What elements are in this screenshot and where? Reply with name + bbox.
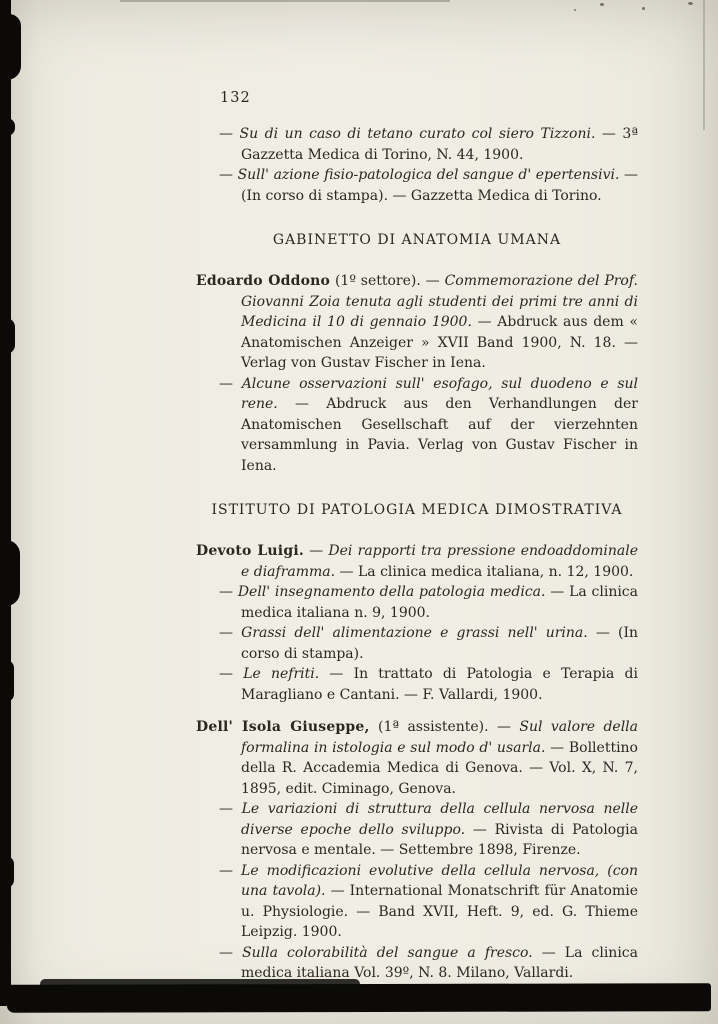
page-content xyxy=(196,90,638,984)
text-segment: Grassi dell' alimentazione e grassi nell' urina. xyxy=(241,625,588,641)
text-segment: Sull' azione fisio-patologica del sangue d' epertensivi. xyxy=(237,167,620,183)
bibliography-entry xyxy=(196,799,638,861)
text-segment: Devoto Luigi. xyxy=(196,543,304,559)
entry-group xyxy=(196,717,638,984)
section-heading: ISTITUTO DI PATOLOGIA MEDICA DIMOSTRATIVA xyxy=(211,502,623,518)
text-segment: — xyxy=(219,126,240,142)
bibliography-entry xyxy=(196,165,638,206)
text-segment: — xyxy=(219,862,242,879)
text-segment: Commemorazione del Prof. Giovanni Zoia tenuta agli studenti dei primi tre anni di Medicina il 10 di gennaio 1900. xyxy=(241,273,638,330)
scan-speck xyxy=(688,2,693,5)
text-segment: — xyxy=(219,666,244,682)
text-segment: — (In corso di stampa). — Gazzetta Medica di Torino. xyxy=(241,167,638,204)
bibliography-entry xyxy=(196,374,638,477)
entry-group xyxy=(196,124,638,206)
text-segment: — xyxy=(219,625,242,641)
text-segment: — Abdruck aus dem « Anatomischen Anzeiger » XVII Band 1900, N. 18. — Verlag von Gustav Fischer in Iena. xyxy=(241,314,638,371)
text-segment: — La clinica medica italiana Vol. 39º, N. 8. Milano, Vallardi. xyxy=(241,944,638,981)
text-segment: — xyxy=(219,944,243,961)
text-segment: — xyxy=(219,801,242,817)
text-segment: — xyxy=(219,584,238,600)
text-segment: — In trattato di Patologia e Terapia di Maragliano e Cantani. — F. Vallardi, 1900. xyxy=(241,666,638,703)
entry-group xyxy=(196,541,638,705)
bibliography-blocks xyxy=(196,124,638,984)
text-segment: Sul valore della formalina in istologia e sul modo d' usarla. xyxy=(241,719,638,756)
bibliography-entry xyxy=(196,582,638,623)
text-segment: Alcune osservazioni sull' esofago, sul duodeno e sul rene. xyxy=(241,375,638,412)
text-segment: Sulla colorabilità del sangue a fresco. xyxy=(242,944,533,961)
scan-speck xyxy=(600,3,604,6)
text-segment: Dell' Isola Giuseppe, xyxy=(196,719,370,735)
text-segment: Le variazioni di struttura della cellula nervosa nelle diverse epoche dello sviluppo. xyxy=(241,801,638,838)
text-segment: Le nefriti. xyxy=(243,666,320,682)
section-heading: GABINETTO DI ANATOMIA UMANA xyxy=(272,232,562,248)
text-segment: — La clinica medica italiana, n. 12, 1900. xyxy=(335,563,634,580)
text-segment: — Bollettino della R. Accademia Medica di Genova. — Vol. X, N. 7, 1895, edit. Ciminago, Genova. xyxy=(241,739,638,797)
page-number: 132 xyxy=(220,90,251,106)
bibliography-entry-author xyxy=(196,717,638,799)
text-segment: — xyxy=(219,167,238,183)
text-segment: — La clinica medica italiana n. 9, 1900. xyxy=(241,584,638,621)
text-segment: Dell' insegnamento della patologia medica. xyxy=(237,584,546,600)
text-segment: Dei rapporti tra pressione endoaddominale e diaframma. xyxy=(241,543,638,580)
text-segment: — 3ª Gazzetta Medica di Torino, N. 44, 1900. xyxy=(241,126,638,163)
bibliography-entry-author xyxy=(196,541,638,582)
scan-speck xyxy=(574,9,576,11)
scan-edge-left-blotch xyxy=(0,540,20,606)
text-segment: Le modificazioni evolutive della cellula nervosa, (con una tavola). xyxy=(241,862,638,899)
bibliography-entry xyxy=(196,623,638,664)
text-segment: Edoardo Oddono xyxy=(196,273,331,289)
entry-group xyxy=(196,271,638,476)
scan-edge-left-blotch xyxy=(0,660,14,702)
bibliography-entry xyxy=(196,943,638,984)
scan-edge-left-blotch xyxy=(0,118,15,136)
scan-edge-left-blotch xyxy=(0,14,21,80)
text-segment: — International Monatschrift für Anatomie u. Physiologie. — Band XVII, Heft. 9, ed. G. Thieme Leipzig. 1900. xyxy=(241,883,638,940)
bibliography-entry xyxy=(196,124,638,165)
bibliography-entry xyxy=(196,664,638,705)
scan-edge-left-blotch xyxy=(0,856,14,888)
text-segment: (1º settore). — xyxy=(330,273,445,289)
scan-edge-left-blotch xyxy=(0,318,15,354)
scan-speck xyxy=(642,7,645,10)
text-segment: — xyxy=(303,543,329,559)
scan-top-hairline xyxy=(120,0,450,2)
text-segment: — Abdruck aus den Verhandlungen der Anatomischen Gesellschaft auf der vierzehnten versammlung in Pavia. Verlag von Gustav Fischer in Iena. xyxy=(241,396,638,474)
text-segment: — (In corso di stampa). xyxy=(241,625,639,662)
text-segment: (1ª assistente). — xyxy=(369,719,520,735)
text-segment: — xyxy=(219,375,242,392)
scan-scratch-right xyxy=(703,0,705,130)
bibliography-entry xyxy=(196,861,638,943)
text-segment: Su di un caso di tetano curato col siero Tizzoni. xyxy=(239,126,596,142)
text-segment: — Rivista di Patologia nervosa e mentale. — Settembre 1898, Firenze. xyxy=(241,821,639,858)
bibliography-entry-author xyxy=(196,271,638,374)
